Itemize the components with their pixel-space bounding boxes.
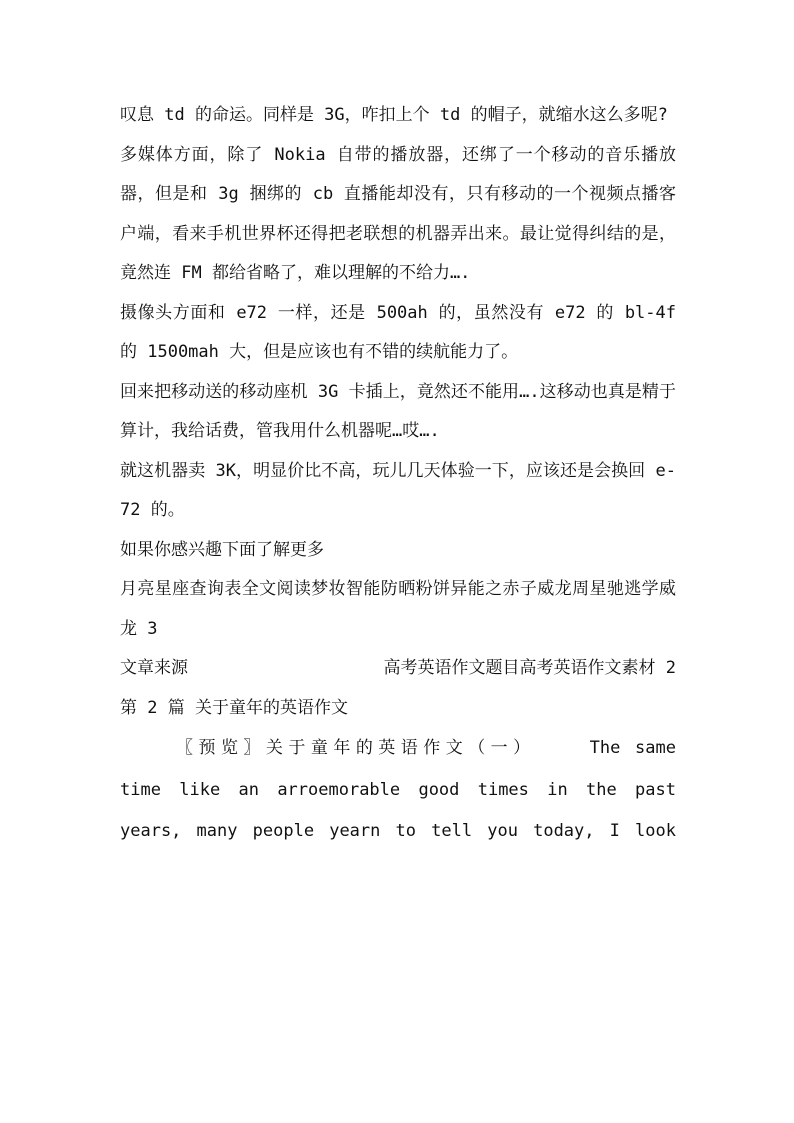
paragraph-camera: 摄像头方面和 e72 一样，还是 500ah 的，虽然没有 e72 的 bl-4f 的 1500mah 大，但是应该也有不错的续航能力了。 (120, 302, 676, 362)
paragraph-multimedia: 多媒体方面，除了 Nokia 自带的播放器，还绑了一个移动的音乐播放器，但是和 3g 捆绑的 cb 直播能却没有，只有移动的一个视频点播客户端，看来手机世界杯还得把老联想的机器弄出来。最让觉得纠结的是，竟然连 FM 都给省略了，难以理解的不给力…. (120, 144, 676, 283)
document-body (120, 96, 676, 853)
paragraph-related-links: 月亮星座查询表全文阅读梦妆智能防晒粉饼异能之赤子威龙周星驰逃学威龙 3 (120, 579, 676, 639)
chapter-heading: 第 2 篇 关于童年的英语作文 (120, 697, 348, 718)
source-row (120, 649, 676, 689)
paragraph-sim-card: 回来把移动送的移动座机 3G 卡插上，竟然还不能用….这移动也真是精于算计，我给话费，管我用什么机器呢…哎…. (120, 381, 676, 441)
preview-line-1 (120, 728, 676, 770)
paragraph-td-fate: 叹息 td 的命运。同样是 3G，咋扣上个 td 的帽子，就缩水这么多呢? (120, 105, 668, 125)
source-links: 高考英语作文题目高考英语作文素材 2 (383, 658, 676, 678)
preview-line-2: time like an arroemorable good times in the past (120, 779, 676, 800)
paragraph-more-interest: 如果你感兴趣下面了解更多 (120, 539, 324, 560)
preview-line-1-tail: The same (589, 738, 676, 758)
source-label: 文章来源 (120, 658, 188, 678)
paragraph-price: 就这机器卖 3K，明显价比不高，玩儿几天体验一下，应该还是会换回 e-72 的。 (120, 460, 676, 520)
preview-title: 〖预览〗关于童年的英语作文（一） (176, 738, 536, 758)
preview-line-3: years, many people yearn to tell you today, I look (120, 821, 676, 841)
